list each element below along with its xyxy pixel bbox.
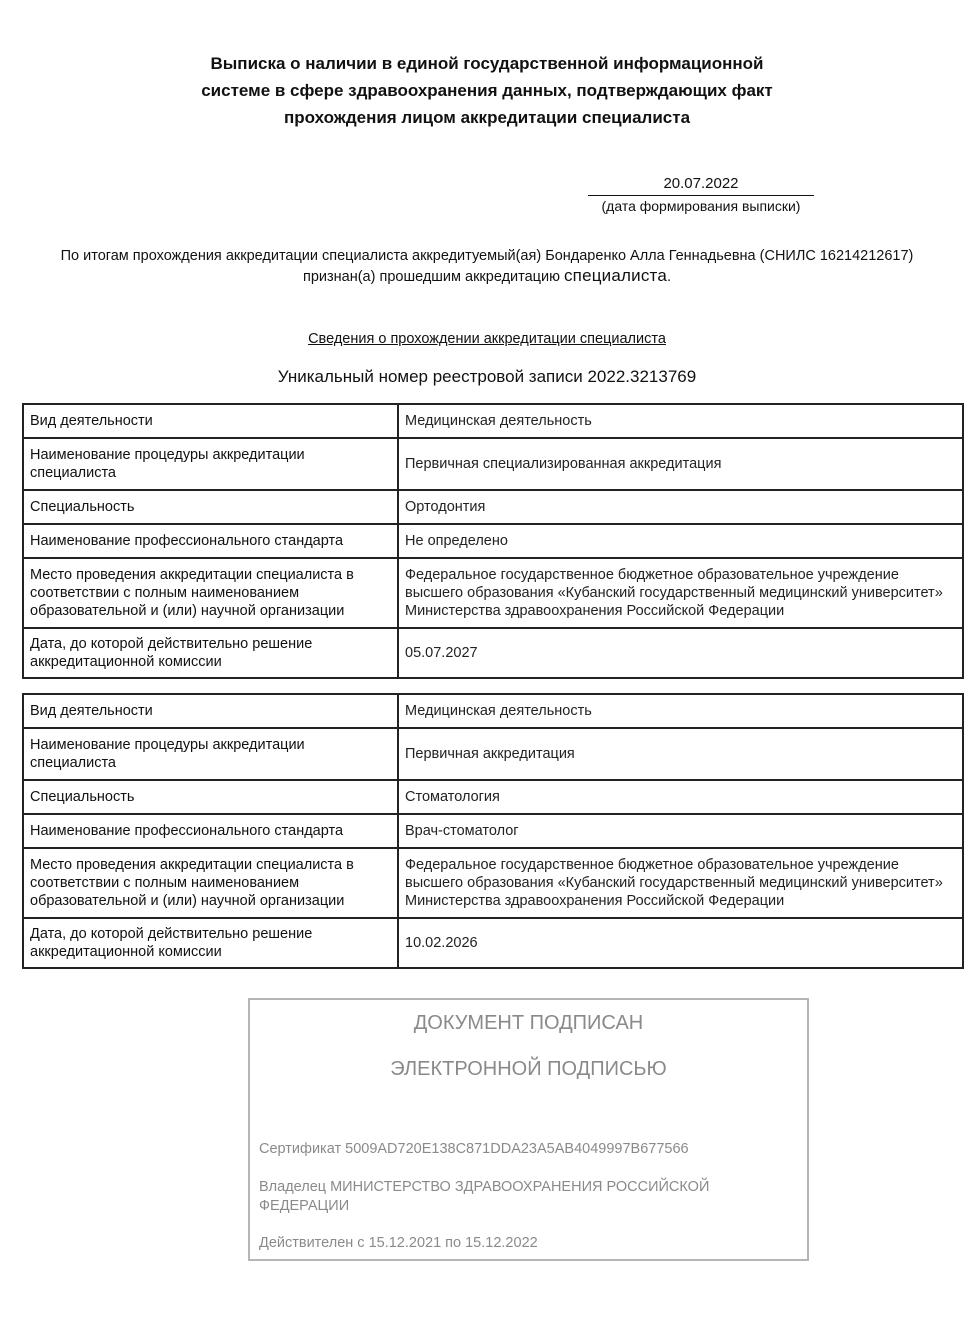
table-row xyxy=(23,558,963,628)
row-value: Федеральное государственное бюджетное образовательное учреждение высшего образования «Кубанский государственный медицинский университет» Министерства здравоохранения Российской Федерации xyxy=(398,558,963,628)
section-title: Сведения о прохождении аккредитации специалиста xyxy=(308,331,666,347)
title-line-3: прохождения лицом аккредитации специалиста xyxy=(283,108,691,127)
row-label: Дата, до которой действительно решение аккредитационной комиссии xyxy=(23,918,398,968)
title-line-2: системе в сфере здравоохранения данных, подтверждающих факт xyxy=(201,81,773,100)
table-row xyxy=(23,814,963,848)
table-row xyxy=(23,848,963,918)
row-label: Вид деятельности xyxy=(23,694,398,728)
table-row xyxy=(23,404,963,438)
row-value: 10.02.2026 xyxy=(398,918,963,968)
title-line-1: Выписка о наличии в единой государственной информационной xyxy=(210,54,764,73)
table-row xyxy=(23,694,963,728)
row-value: Федеральное государственное бюджетное образовательное учреждение высшего образования «Кубанский государственный медицинский университет» Министерства здравоохранения Российской Федерации xyxy=(398,848,963,918)
row-label: Дата, до которой действительно решение аккредитационной комиссии xyxy=(23,628,398,678)
signature-certificate: Сертификат 5009AD720E138C871DDA23A5AB4049997B677566 xyxy=(259,1141,689,1157)
row-label: Место проведения аккредитации специалиста в соответствии с полным наименованием образовательной и (или) научной организации xyxy=(23,848,398,918)
row-value: Стоматология xyxy=(398,780,963,814)
row-label: Специальность xyxy=(23,490,398,524)
table-row xyxy=(23,918,963,968)
intro-line-2-word: специалиста xyxy=(563,266,667,285)
row-value: Медицинская деятельность xyxy=(398,404,963,438)
signature-owner: Владелец МИНИСТЕРСТВО ЗДРАВООХРАНЕНИЯ РОССИЙСКОЙ ФЕДЕРАЦИИ xyxy=(259,1179,710,1214)
row-label: Наименование профессионального стандарта xyxy=(23,524,398,558)
row-label: Место проведения аккредитации специалиста в соответствии с полным наименованием образовательной и (или) научной организации xyxy=(23,558,398,628)
intro-paragraph xyxy=(0,246,974,287)
extract-date-caption: (дата формирования выписки) xyxy=(601,198,801,214)
table-row xyxy=(23,628,963,678)
intro-line-2-suffix: . xyxy=(667,269,672,285)
document-title xyxy=(0,50,974,131)
intro-line-1: По итогам прохождения аккредитации специалиста аккредитуемый(ая) Бондаренко Алла Геннадьевна (СНИЛС 16214212617) xyxy=(60,248,914,264)
row-label: Специальность xyxy=(23,780,398,814)
row-value: Не определено xyxy=(398,524,963,558)
row-label: Наименование процедуры аккредитации специалиста xyxy=(23,438,398,490)
signature-heading-2: ЭЛЕКТРОННОЙ ПОДПИСЬЮ xyxy=(390,1058,667,1080)
row-value: Ортодонтия xyxy=(398,490,963,524)
extract-date: 20.07.2022 xyxy=(588,174,814,196)
intro-line-2 xyxy=(0,266,974,287)
table-row xyxy=(23,780,963,814)
table-row xyxy=(23,524,963,558)
row-value: Врач-стоматолог xyxy=(398,814,963,848)
registry-number: Уникальный номер реестровой записи 2022.3213769 xyxy=(277,367,697,386)
row-value: Первичная специализированная аккредитация xyxy=(398,438,963,490)
signature-heading-1: ДОКУМЕНТ ПОДПИСАН xyxy=(413,1012,644,1034)
table-row xyxy=(23,490,963,524)
accreditation-table-1 xyxy=(22,403,964,679)
row-value: 05.07.2027 xyxy=(398,628,963,678)
row-label: Наименование профессионального стандарта xyxy=(23,814,398,848)
row-value: Первичная аккредитация xyxy=(398,728,963,780)
row-label: Наименование процедуры аккредитации специалиста xyxy=(23,728,398,780)
accreditation-table-2 xyxy=(22,693,964,969)
extract-date-block xyxy=(588,174,814,215)
intro-line-2-prefix: признан(а) прошедшим аккредитацию xyxy=(302,269,564,285)
table-row xyxy=(23,728,963,780)
electronic-signature-stamp xyxy=(248,998,809,1261)
table-row xyxy=(23,438,963,490)
signature-validity: Действителен с 15.12.2021 по 15.12.2022 xyxy=(259,1235,538,1251)
row-value: Медицинская деятельность xyxy=(398,694,963,728)
row-label: Вид деятельности xyxy=(23,404,398,438)
